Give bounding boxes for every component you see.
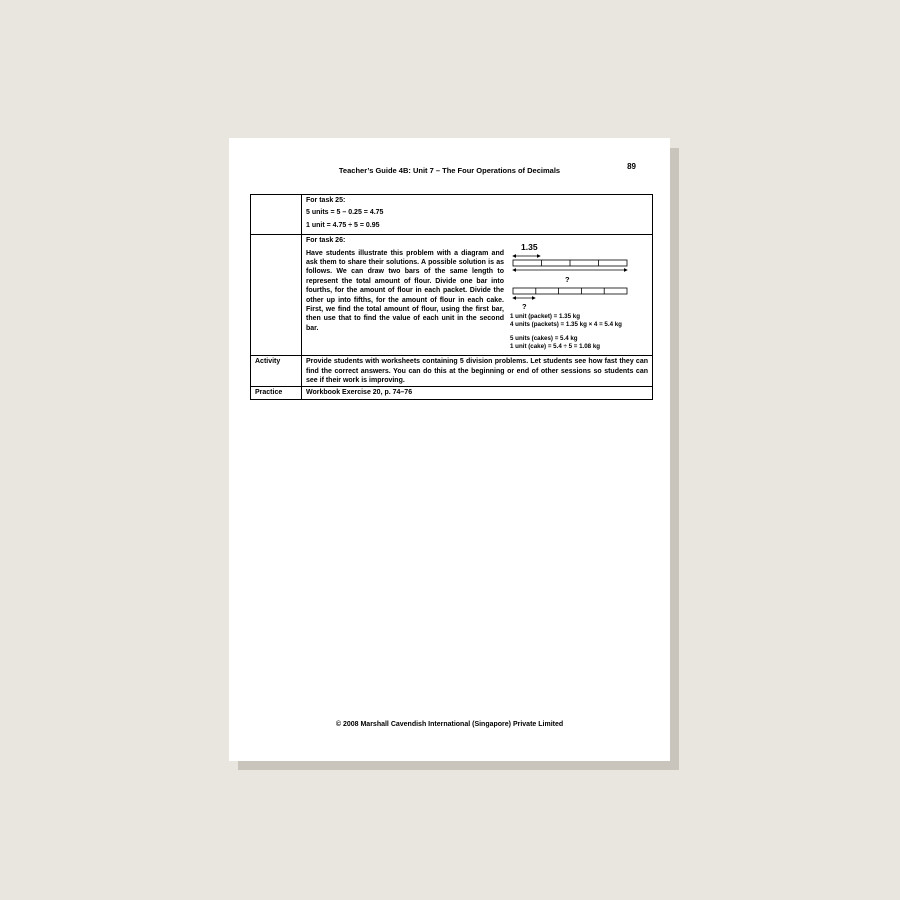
practice-text: Workbook Exercise 20, p. 74–76	[302, 387, 653, 399]
cake-calculation	[510, 335, 600, 350]
task25-heading: For task 25:	[306, 197, 346, 204]
row-label-empty	[251, 195, 302, 235]
lesson-table	[250, 194, 653, 400]
page-header-title: Teacher’s Guide 4B: Unit 7 – The Four Operations of Decimals	[338, 166, 561, 175]
table-row-activity	[251, 356, 653, 387]
table-row-task26	[251, 235, 653, 356]
cake-bar-outline	[513, 288, 627, 294]
document-page	[229, 138, 670, 761]
practice-label: Practice	[251, 387, 302, 399]
table-row-task25	[251, 195, 653, 235]
calc-line: 5 units (cakes) = 5.4 kg	[510, 335, 578, 343]
activity-text: Provide students with worksheets containing 5 division problems. Let students see how fast they can find the correct answers. You can do this at the beginning or end of other sessions so students can see if their work is improving.	[302, 356, 653, 387]
task25-line: 5 units = 5 – 0.25 = 4.75	[306, 209, 384, 217]
task25-cell	[302, 195, 653, 235]
cake-unit-question-label: ?	[522, 302, 527, 312]
row-label-empty	[251, 235, 302, 356]
bar-model-diagram	[510, 236, 648, 354]
page-number: 89	[627, 162, 636, 171]
activity-label: Activity	[251, 356, 302, 387]
task26-explanation: Have students illustrate this problem with a diagram and ask them to share their solutions. A possible solution is as follows. We can draw two bars of the same length to represent the total amount of flour. Divide one bar into fourths, for the amount of flour in each packet. Divide the other up into fifths, for the amount of flour in each cake. First, we find the total amount of flour, using the first bar, then use that to find the value of each unit in the second bar.	[306, 249, 504, 332]
table-row-practice	[251, 387, 653, 399]
total-question-label: ?	[565, 275, 570, 285]
packet-calculation	[510, 313, 622, 328]
task26-cell	[302, 235, 653, 356]
calc-line: 1 unit (packet) = 1.35 kg	[510, 313, 580, 321]
packet-bar	[513, 260, 627, 266]
task26-heading: For task 26:	[306, 237, 346, 245]
calc-line: 4 units (packets) = 1.35 kg × 4 = 5.4 kg	[510, 320, 622, 328]
copyright-footer: © 2008 Marshall Cavendish International (Singapore) Private Limited	[335, 721, 564, 728]
task25-line: 1 unit = 4.75 ÷ 5 = 0.95	[306, 221, 380, 229]
packet-unit-label: 1.35	[521, 242, 538, 253]
bar-model-svg	[510, 236, 648, 312]
task26-text-column	[306, 236, 504, 354]
calc-line: 1 unit (cake) = 5.4 ÷ 5 = 1.08 kg	[510, 342, 601, 350]
cake-bar	[513, 288, 627, 294]
